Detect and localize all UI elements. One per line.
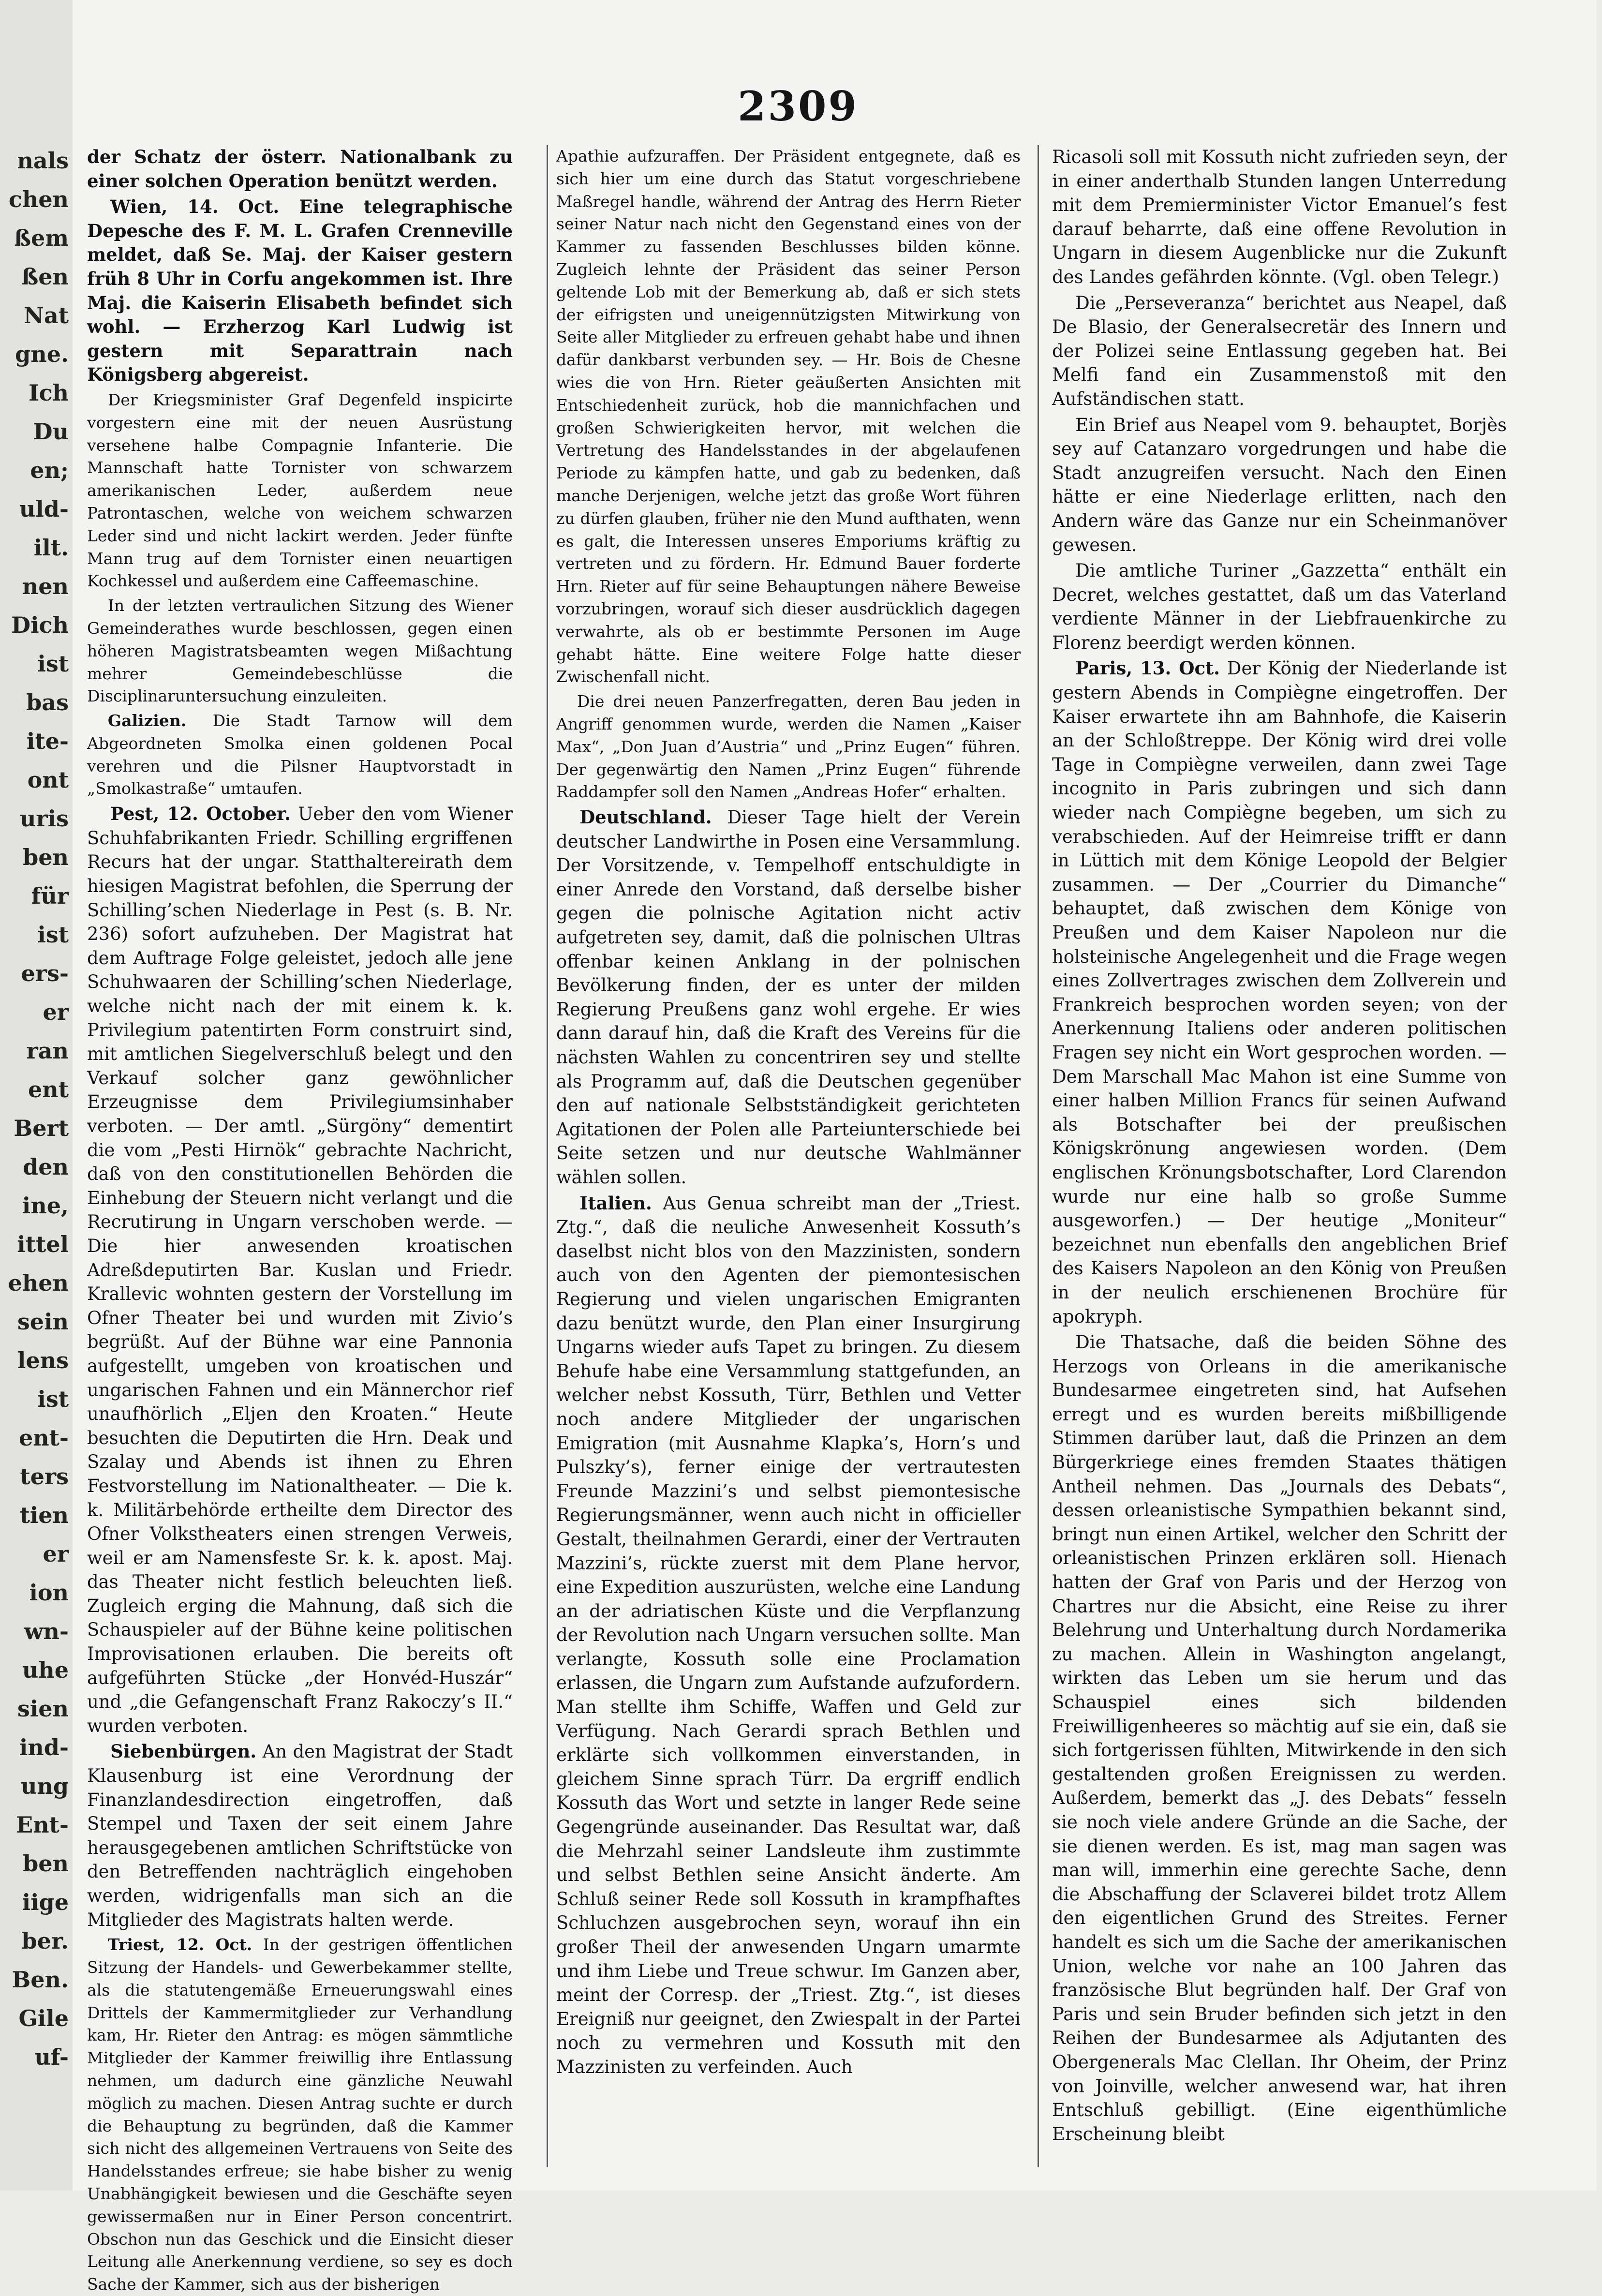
- margin-fragment: ist: [37, 922, 69, 948]
- article-transylvania: [87, 1740, 513, 1932]
- margin-fragment: uris: [19, 805, 69, 832]
- margin-fragment: ent-: [18, 1425, 69, 1451]
- article-pest: [87, 802, 513, 1738]
- margin-fragment: ßen: [21, 264, 69, 290]
- margin-fragment: Ben.: [12, 1967, 69, 1993]
- margin-fragment: ind-: [19, 1734, 69, 1760]
- article-text: Die amtliche Turiner „Gazzetta“ enthält ein Decret, welches gestattet, daß um das Vaterland verdiente Männer in der Liebfrauenkirche zu Florenz beerdigt werden können.: [1052, 560, 1507, 653]
- margin-fragment: Gile: [18, 2005, 69, 2031]
- dateline: Deutschland.: [579, 806, 712, 828]
- margin-fragment: ist: [37, 651, 69, 677]
- margin-fragment: er: [43, 999, 69, 1025]
- margin-fragment: für: [31, 883, 69, 909]
- margin-fragment: Nat: [23, 302, 69, 328]
- margin-fragment: ist: [37, 1386, 69, 1412]
- margin-fragment: ters: [20, 1463, 69, 1490]
- margin-fragment: ont: [27, 767, 69, 793]
- margin-fragment: nen: [22, 573, 69, 599]
- column-right: [1052, 145, 1507, 2167]
- article-text: Apathie aufzuraffen. Der Präsident entgegnete, daß es sich hier um eine durch das Statut vorgeschriebene Maßregel handle, während der Antrag des Herrn Rieter seiner Natur nach nicht den Gegenstand eines von der Kammer zu fassenden Beschlusses bilden könne. Zugleich lehnte der Präsident das seiner Person geltende Lob mit der Bemerkung ab, daß er sich stets der eifrigsten und uneigennützigsten Mitwirkung von Seite aller Mitglieder zu erfreuen gehabt habe und ihnen dafür dankbarst verbunden sey. — Hr. Bois de Chesne wies die von Hrn. Rieter geäußerten Ansichten mit Entschiedenheit zurück, hob die mannichfachen und großen Schwierigkeiten hervor, mit welchen die Vertretung des Handelsstandes in der abgelaufenen Periode zu kämpfen hatte, und gab zu bedenken, daß manche Derjenigen, welche jetzt das große Wort führen zu dürfen glauben, früher nie den Mund aufthaten, wenn es galt, die Interessen unseres Emporiums kräftig zu vertreten und zu fördern. Hr. Edmund Bauer forderte Hrn. Rieter auf für seine Behauptungen nähere Beweise vorzubringen, worauf sich dieser ausdrücklich dagegen verwahrte, als ob er bestimmte Personen im Auge gehabt hätte. Eine weitere Folge hatte dieser Zwischenfall nicht.: [556, 147, 1021, 686]
- article-text: Die Stadt Tarnow will dem Abgeordneten Smolka einen goldenen Pocal verehren und die Pilsner Hauptvorstadt in „Smolkastraße“ umtaufen.: [87, 711, 513, 798]
- margin-fragment: ite-: [26, 728, 69, 754]
- margin-fragment: ßem: [14, 225, 69, 251]
- dateline: Paris, 13. Oct.: [1075, 657, 1220, 679]
- article-text: Eine telegraphische Depesche des F. M. L. Grafen Crenneville meldet, daß Se. Maj. der Kaiser gestern früh 8 Uhr in Corfu angekommen ist. Ihre Maj. die Kaiserin Elisabeth befindet sich wohl. — Erzherzog Karl Ludwig ist gestern mit Separattrain nach Königsberg abgereist.: [87, 196, 513, 386]
- article-text: In der gestrigen öffentlichen Sitzung der Handels- und Gewerbekammer stellte, als die statutengemäße Erneuerungswahl eines Drittels der Kammermitglieder zur Verhandlung kam, Hr. Rieter den Antrag: es mögen sämmtliche Mitglieder der Kammer freiwillig ihre Entlassung nehmen, um dadurch eine gänzliche Neuwahl möglich zu machen. Diesen Antrag suchte er durch die Behauptung zu begründen, daß die Kammer sich nicht des allgemeinen Vertrauens von Seite des Handelsstandes erfreue; sie habe bisher zu wenig Unabhängigkeit bewiesen und die Geschäfte seyen gewissermaßen nur in Einer Person concentrirt. Obschon nun das Geschick und die Einsicht dieser Leitung alle Anerkennung verdiene, so sey es doch Sache der Kammer, sich aus der bisherigen: [87, 1935, 513, 2294]
- margin-fragment: nals: [17, 148, 69, 174]
- article-text: Die drei neuen Panzerfregatten, deren Bau jeden in Angriff genommen wurde, werden die Namen „Kaiser Max“, „Don Juan d’Austria“ und „Prinz Eugen“ führen. Der gegenwärtig den Namen „Prinz Eugen“ führende Raddampfer soll den Namen „Andreas Hofer“ erhalten.: [556, 692, 1021, 802]
- margin-fragment: sien: [17, 1696, 69, 1722]
- margin-fragment: ben: [23, 844, 69, 870]
- article-text: Ein Brief aus Neapel vom 9. behauptet, Borjès sey auf Catanzaro vorgedrungen und habe die Stadt anzugreifen versucht. Nach den Einen hätte er eine Niederlage erlitten, nach den Andern wäre das Ganze nur ein Scheinmanöver gewesen.: [1052, 414, 1507, 555]
- article-text: Der König der Niederlande ist gestern Abends in Compiègne eingetroffen. Der Kaiser erwartete ihn am Bahnhofe, die Kaiserin an der Schloßtreppe. Der König wird drei volle Tage in Compiègne verweilen, dann zwei Tage incognito in Paris zubringen und sich dann wieder nach Compiègne begeben, um sich zu verabschieden. Auf der Heimreise trifft er dann in Lüttich mit dem Könige Leopold der Belgier zusammen. — Der „Courrier du Dimanche“ behauptet, daß zwischen dem Könige von Preußen und dem Kaiser Napoleon nur die holsteinische Angelegenheit und die Frage wegen eines Zollvertrages zwischen dem Zollverein und Frankreich besprochen worden seyen; von der Anerkennung Italiens oder anderen politischen Fragen sey nicht ein Wort gesprochen worden. — Dem Marschall Mac Mahon ist eine Summe von einer halben Million Francs für seinen Aufwand als Botschafter bei der preußischen Königskrönung angewiesen worden. (Dem englischen Krönungsbotschafter, Lord Clarendon wurde nur eine halb so große Summe ausgeworfen.) — Der heutige „Moniteur“ bezeichnet nun ebenfalls den angeblichen Brief des Kaisers Napoleon an den König von Preußen in der neulich erschienenen Brochüre für apokryph.: [1052, 658, 1507, 1327]
- article-italy: [556, 1192, 1021, 2079]
- margin-fragment: uld-: [19, 496, 69, 522]
- article-text: Die „Perseveranza“ berichtet aus Neapel, daß De Blasio, der Generalsecretär des Innern und der Polizei seine Entlassung gegeben hat. Bei Melfi fand ein Zusammenstoß mit den Aufständischen statt.: [1052, 292, 1507, 409]
- column-left: [87, 145, 513, 2294]
- column-divider: [547, 145, 548, 2167]
- margin-fragment: ben: [23, 1850, 69, 1877]
- margin-fragment: iige: [22, 1889, 69, 1915]
- margin-fragment: wn-: [24, 1618, 69, 1644]
- article-vienna: [87, 195, 513, 387]
- margin-fragment: Ent-: [16, 1812, 69, 1838]
- article-text: Ueber den vom Wiener Schuhfabrikanten Friedr. Schilling ergriffenen Recurs hat der ungar. Statthaltereirath dem hiesigen Magistrat befohlen, die Sperrung der Schilling’schen Niederlage in Pest (s. B. Nr. 236) sofort aufzuheben. Der Magistrat hat dem Auftrage Folge geleistet, jedoch alle jene Schuhwaaren der Schilling’schen Niederlage, welche nicht nach der mit einem k. k. Privilegium patentirten Form construirt sind, mit amtlichen Siegelverschluß belegt und den Verkauf solcher ganz gewöhnlicher Erzeugnisse dem Privilegiumsinhaber verboten. — Der amtl. „Sürgöny“ dementirt die vom „Pesti Hirnök“ gebrachte Nachricht, daß von den constitutionellen Behörden die Einhebung der Steuern nicht verlangt und die Recrutirung in Ungarn verschoben werde. — Die hier anwesenden kroatischen Adreßdeputirten Bar. Kuslan und Friedr. Krallevic wohnten gestern der Vorstellung im Ofner Theater bei und wurden mit Zivio’s begrüßt. Auf der Bühne war eine Pannonia aufgestellt, umgeben von kroatischen und ungarischen Fahnen und ein Männerchor rief unaufhörlich „Eljen den Kroaten.“ Heute besuchten die Deputirten die Hrn. Deak und Szalay und Abends ist ihnen zu Ehren Festvorstellung im Nationaltheater. — Die k. k. Militärbehörde ertheilte dem Director des Ofner Volkstheaters einen strengen Verweis, weil er am Namensfeste Sr. k. k. apost. Maj. das Theater nicht festlich beleuchten ließ. Zugleich erging die Mahnung, daß sich die Schauspieler auf der Bühne keine politischen Improvisationen erlauben. Die bereits oft aufgeführten Stücke „der Honvéd-Huszár“ und „die Gefangenschaft Franz Rakoczy’s II.“ wurden verboten.: [87, 804, 513, 1736]
- margin-fragment: ine,: [22, 1193, 69, 1219]
- article-text: Dieser Tage hielt der Verein deutscher Landwirthe in Posen eine Versammlung. Der Vorsitzende, v. Tempelhoff entschuldigte in einer Anrede den Vorstand, daß derselbe bisher gegen die polnische Agitation nicht activ aufgetreten sey, damit, daß die polnischen Ultras offenbar keinen Anklang in der polnischen Bevölkerung finden, der es unter der milden Regierung Preußens ganz wohl ergehe. Er wies dann darauf hin, daß die Kraft des Vereins für die nächsten Wahlen zu concentriren sey und stellte als Programm auf, daß die Deutschen gegenüber den auf nationale Selbstständigkeit gerichteten Agitationen der Polen alle Parteiunterschiede bei Seite setzen und nur deutsche Wahlmänner wählen sollen.: [556, 807, 1021, 1188]
- margin-fragment: uf-: [34, 2044, 69, 2070]
- margin-fragment: lens: [17, 1347, 69, 1373]
- dateline: Triest, 12. Oct.: [107, 1935, 252, 1954]
- column-divider: [1038, 145, 1039, 2167]
- margin-fragment: Du: [33, 418, 69, 445]
- article-text: Aus Genua schreibt man der „Triest. Ztg.“, daß die neuliche Anwesenheit Kossuth’s daselbst nicht blos von den Mazzinisten, sondern auch von den Agenten der piemontesischen Regierung und vielen ungarischen Emigranten dazu benützt wurde, den Plan einer Insurgirung Ungarns wieder aufs Tapet zu bringen. Zu diesem Behufe habe eine Versammlung stattgefunden, an welcher nebst Kossuth, Türr, Bethlen und Vetter noch andere Mitglieder der ungarischen Emigration (mit Ausnahme Klapka’s, Horn’s und Pulszky’s), ferner einige der vertrautesten Freunde Mazzini’s und selbst piemontesische Regierungsmänner, wenn auch nicht in officieller Gestalt, theilnahmen Gerardi, einer der Vertrauten Mazzini’s, rückte zuerst mit dem Plane hervor, eine Expedition auszurüsten, welche eine Landung an der adriatischen Küste und die Verpflanzung der Revolution nach Ungarn versuchen sollte. Man verlangte, Kossuth solle eine Proclamation erlassen, die Ungarn zum Aufstande aufzufordern. Man stellte ihm Schiffe, Waffen und Geld zur Verfügung. Nach Gerardi sprach Bethlen und erklärte sich vollkommen einverstanden, in gleichem Sinne sprach Türr. Da ergriff endlich Kossuth das Wort und setzte in langer Rede seine Gegengründe auseinander. Das Resultat war, daß die Mehrzahl seiner Landsleute ihm zustimmte und selbst Bethlen seine Ansicht änderte. Am Schluß seiner Rede soll Kossuth in krampfhaftes Schluchzen ausgebrochen seyn, worauf ihn ein großer Theil der anwesenden Ungarn umarmte und ihm Liebe und Treue schwur. Im Ganzen aber, meint der Corresp. der „Triest. Ztg.“, ist dieses Ereigniß nur geeignet, den Zwiespalt in der Partei noch zu vermehren und Kossuth mit den Mazzinisten zu verfeinden. Auch: [556, 1193, 1021, 2077]
- article-text: Die Thatsache, daß die beiden Söhne des Herzogs von Orleans in die amerikanische Bundesarmee eingetreten sind, hat Aufsehen erregt und es wurden bereits mißbilligende Stimmen darüber laut, daß die Prinzen an dem Bürgerkriege eines fremden Staates thätigen Antheil nehmen. Das „Journals des Debats“, dessen orleanistische Sympathien bekannt sind, bringt nun einen Artikel, welcher den Schritt der orleanistischen Prinzen erklären soll. Hienach hatten der Graf von Paris und der Herzog von Chartres nur die Absicht, eine Reise zu ihrer Belehrung und Unterhaltung durch Nordamerika zu machen. Allein in Washington angelangt, wirkten das Leben um sie herum und das Schauspiel eines sich bildenden Freiwilligenheeres so mächtig auf sie ein, daß sie sich fortgerissen fühlten, Mitwirkende in den sich gestaltenden großen Ereignissen zu werden. Außerdem, bemerkt das „J. des Debats“ fesseln sie noch viele andere Gründe an die Sache, der sie dienen werden. Es ist, mag man sagen was man will, immerhin eine gerechte Sache, denn die Abschaffung der Sclaverei bildet trotz Allem den eigentlichen Grund des Streites. Ferner handelt es sich um die Sache der amerikanischen Union, welche vor nahe an 100 Jahren das französische Blut begründen half. Der Graf von Paris und sein Bruder befinden sich jetzt in den Reihen der Bundesarmee als Adjutanten des Obergenerals Mac Clellan. Ihr Oheim, der Prinz von Joinville, welcher anwesend war, hat ihren Entschluß gebilligt. (Eine eigenthümliche Erscheinung bleibt: [1052, 1332, 1507, 2145]
- margin-fragment: bas: [26, 689, 69, 716]
- margin-fragment: tien: [19, 1502, 69, 1528]
- margin-fragment: ion: [29, 1580, 69, 1606]
- article-paris: [1052, 656, 1507, 1328]
- margin-fragment: Bert: [14, 1115, 69, 1141]
- margin-fragment: ber.: [21, 1928, 69, 1954]
- dateline: Pest, 12. October.: [110, 803, 291, 825]
- dateline: Galizien.: [107, 711, 187, 731]
- margin-fragment: ers-: [21, 960, 69, 986]
- dateline: Wien, 14. Oct.: [110, 196, 280, 218]
- margin-fragment: ent: [28, 1076, 69, 1103]
- margin-fragment: ilt.: [33, 535, 69, 561]
- margin-fragment: den: [23, 1154, 69, 1180]
- margin-fragment: Ich: [29, 380, 69, 406]
- margin-fragment: chen: [8, 186, 69, 212]
- dateline: Siebenbürgen.: [110, 1741, 257, 1762]
- article-text: Ricasoli soll mit Kossuth nicht zufrieden seyn, der in einer anderthalb Stunden langen Unterredung mit dem Premierminister Victor Emanuel’s fest darauf beharrte, daß eine offene Revolution in Ungarn in diesem Augenblicke nur die Zukunft des Landes gefährden könnte. (Vgl. oben Telegr.): [1052, 147, 1507, 287]
- margin-fragment: ran: [26, 1038, 69, 1064]
- margin-fragment: ittel: [17, 1231, 69, 1257]
- article-germany: [556, 805, 1021, 1190]
- article-text: In der letzten vertraulichen Sitzung des Wiener Gemeinderathes wurde beschlossen, gegen einen höheren Magistratsbeamten wegen Mißachtung mehrer Gemeindebeschlüsse die Disciplinaruntersuchung einzuleiten.: [87, 596, 513, 706]
- article-galicia: [87, 710, 513, 800]
- margin-fragment: en;: [30, 457, 69, 483]
- margin-fragment: Dich: [11, 612, 69, 638]
- article-text: An den Magistrat der Stadt Klausenburg ist eine Verordnung der Finanzlandesdirection eingetroffen, daß Stempel und Taxen der seit einem Jahre herausgegebenen amtlichen Schriftstücke von den Betreffenden nachträglich eingehoben werden, widrigenfalls man sich an die Mitglieder des Magistrats halten werde.: [87, 1741, 513, 1930]
- margin-fragment: sein: [17, 1309, 69, 1335]
- article-text: Der Kriegsminister Graf Degenfeld inspicirte vorgestern eine mit der neuen Ausrüstung versehene halbe Compagnie Infanterie. Die Mannschaft hatte Tornister von schwarzem amerikanischen Leder, außerdem neue Patrontaschen, welche von weichem schwarzen Leder sind und nicht lackirt werden. Jeder fünfte Mann trug auf dem Tornister einen neuartigen Kochkessel und außerdem eine Caffeemaschine.: [87, 390, 513, 591]
- dateline: Italien.: [579, 1192, 652, 1214]
- margin-fragment: uhe: [22, 1657, 69, 1683]
- margin-fragment: er: [43, 1541, 69, 1567]
- article-trieste: [87, 1934, 513, 2296]
- margin-fragment: ehen: [8, 1270, 69, 1296]
- margin-fragment: ung: [20, 1773, 69, 1799]
- page-number: 2309: [738, 82, 859, 130]
- article-text: der Schatz der österr. Nationalbank zu einer solchen Operation benützt werden.: [87, 146, 513, 192]
- margin-fragment: gne.: [15, 341, 69, 367]
- column-middle: [556, 145, 1021, 2167]
